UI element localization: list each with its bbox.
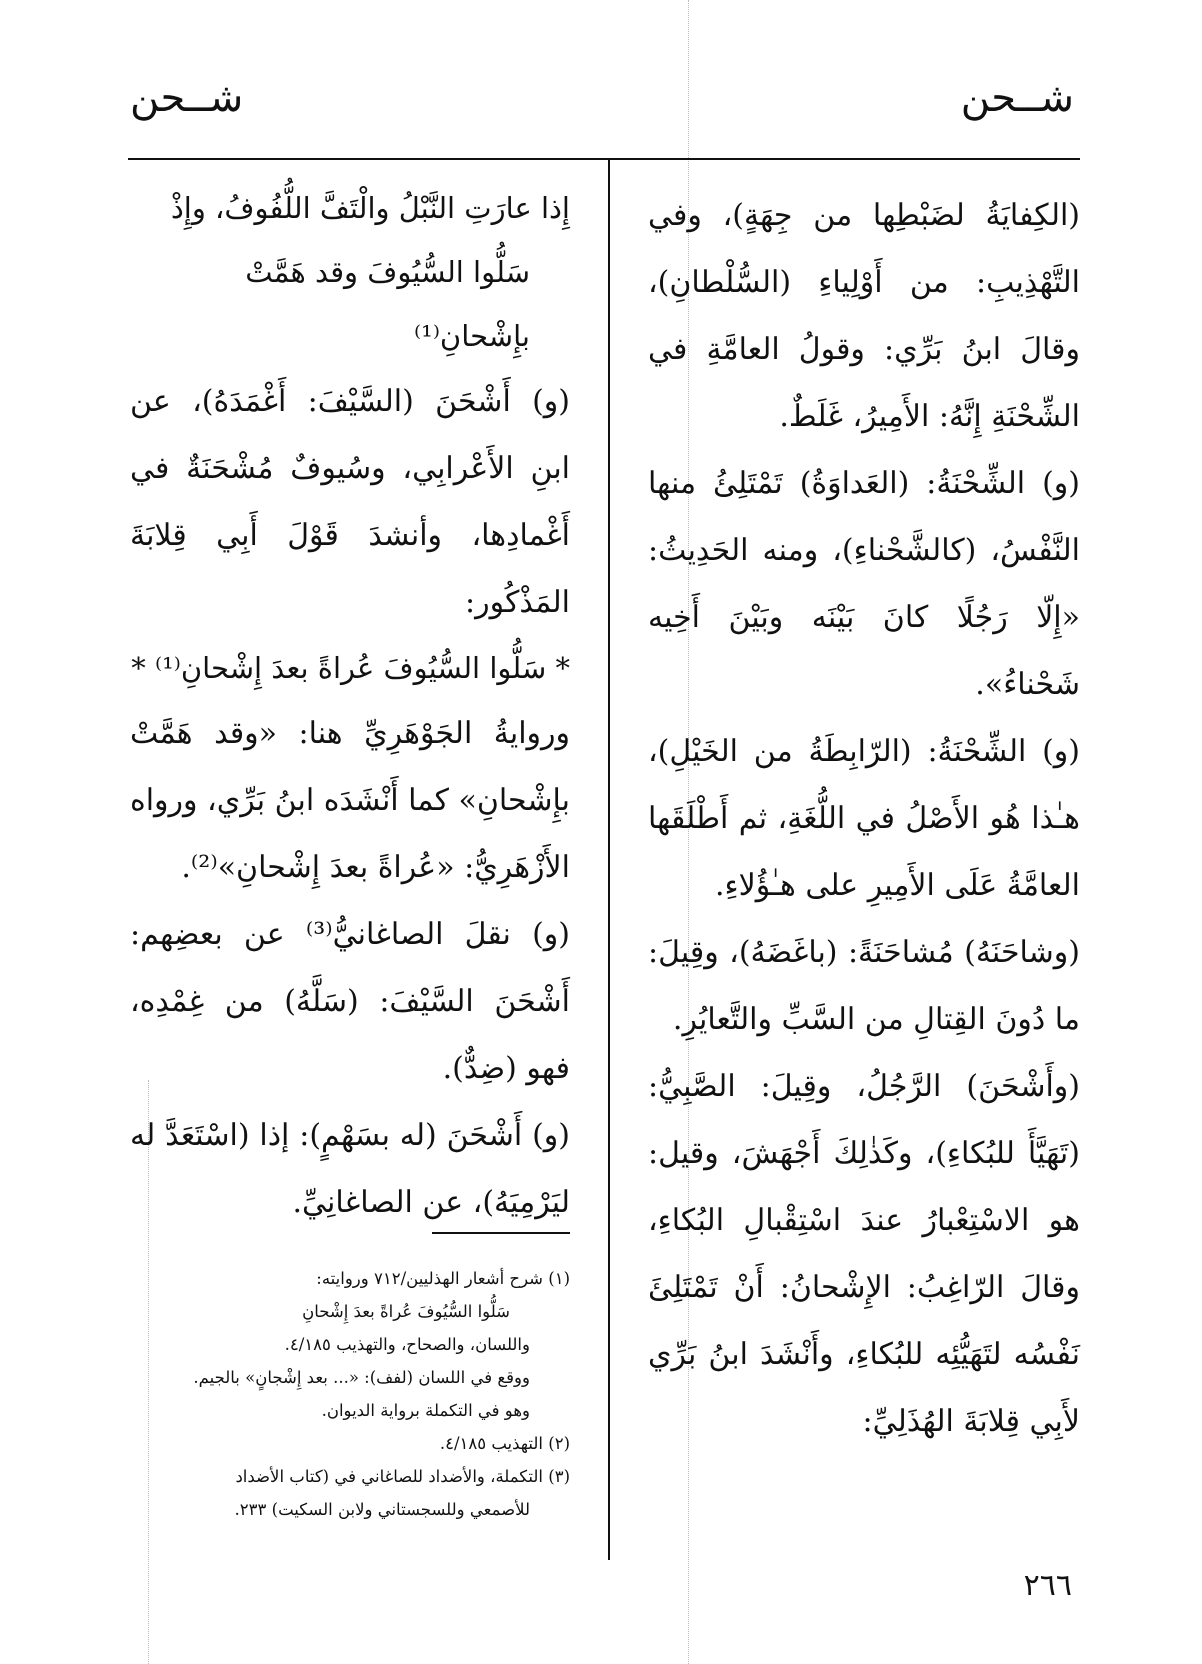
footnote-rule	[432, 1232, 570, 1234]
left-paragraph: (و) أَشْحَنَ (له بسَهْمٍ): إذا (اسْتَعَدَّ له ليَرْمِيَهُ)، عن الصاغانِيِّ.	[130, 1118, 570, 1220]
running-head-left: شــحن	[130, 75, 244, 121]
footnote-line: (٣) التكملة، والأضداد للصاغاني في (كتاب الأضداد	[235, 1467, 570, 1486]
right-paragraph: (الكِفايَةُ لضَبْطِها من جِهَةٍ)، وفي التَّهْذِيبِ: من أَوْلِياءِ (السُّلْطانِ)، وقالَ ابنُ بَرِّي: وقولُ العامَّةِ في الشِّحْنَةِ إِنَّهُ: الأَمِيرُ، غَلَطٌ.	[648, 198, 1080, 434]
right-paragraph: (و) الشِّحْنَةُ: (العَداوَةُ) تَمْتَلِئُ منها النَّفْسُ، (كالشَّحْناءِ)، ومنه الحَدِيثُ: «إِلّا رَجُلًا كانَ بَيْنَه وبَيْنَ أَخِيه شَحْناءُ».	[648, 466, 1080, 702]
page-number: ٢٦٦	[1023, 1568, 1072, 1603]
footnote-line: وهو في التكملة برواية الديوان.	[321, 1401, 530, 1420]
left-paragraph: (و) نقلَ الصاغانيُّ⁽³⁾ عن بعضِهم: أَشْحَنَ السَّيْفَ: (سَلَّهُ) من غِمْدِه، فهو (ضِدٌّ).	[130, 917, 570, 1086]
header-rule	[128, 158, 1080, 160]
left-paragraph: وروايةُ الجَوْهَرِيِّ هنا: «وقد هَمَّتْ بإِشْحانِ» كما أَنْشَدَه ابنُ بَرِّي، ورواه الأَزْهَرِيُّ: «عُراةً بعدَ إِشْحانِ»⁽²⁾.	[130, 716, 570, 885]
left-column	[130, 176, 570, 1236]
column-divider	[608, 158, 610, 1560]
footnote-line: ووقع في اللسان (لفف): «... بعد إِشْجانٍ» بالجيم.	[193, 1368, 530, 1387]
right-paragraph: (وأَشْحَنَ) الرَّجُلُ، وقِيلَ: الصَّبِيُّ: (تَهَيَّأَ للبُكاءِ)، وكَذٰلِكَ أَجْهَشَ، وقيل: هو الاسْتِعْبارُ عندَ اسْتِقْبالِ البُكاءِ، وقالَ الرّاغِبُ: الإِشْحانُ: أَنْ تَمْتَلِئَ نَفْسُه لتَهَيُّئِه للبُكاءِ، وأَنْشَدَ ابنُ بَرِّي لأَبِي قِلابَةَ الهُذَلِيِّ:	[648, 1069, 1080, 1439]
verse-line: إِذا عارَتِ النَّبْلُ والْتَفَّ اللُّفُوفُ، وإِذْ	[170, 191, 570, 225]
verse-line: * سَلُّوا السُّيُوفَ عُراةً بعدَ إِشْحانِ⁽¹⁾ *	[131, 651, 570, 685]
right-column	[648, 182, 1080, 1455]
footnotes	[130, 1262, 570, 1526]
footnote-line: (١) شرح أشعار الهذليين/٧١٢ وروايته:	[316, 1269, 570, 1288]
footnote-line: للأصمعي وللسجستاني ولابن السكيت) ٢٣٣.	[234, 1500, 530, 1519]
right-paragraph: (وشاحَنَهُ) مُشاحَنَةً: (باغَضَهُ)، وقِيلَ: ما دُونَ القِتالِ من السَّبِّ والتَّعايُرِ.	[648, 935, 1080, 1037]
footnote-line: واللسان، والصحاح، والتهذيب ٤/١٨٥.	[284, 1335, 530, 1354]
left-paragraph: (و) أَشْحَنَ (السَّيْفَ: أَغْمَدَهُ)، عن ابنِ الأَعْرابِي، وسُيوفٌ مُشْحَنَةٌ في أَغْمادِها، وأنشدَ قَوْلَ أَبِي قِلابَةَ المَذْكُور:	[130, 384, 570, 620]
right-paragraph: (و) الشِّحْنَةُ: (الرّابِطَةُ من الخَيْلِ)، هـٰذا هُو الأَصْلُ في اللُّغَةِ، ثم أَطْلَقَها العامَّةُ عَلَى الأَمِيرِ على هـٰؤُلاءِ.	[648, 734, 1080, 903]
running-head-right: شــحن	[960, 75, 1074, 121]
footnote-line: (٢) التهذيب ٤/١٨٥.	[439, 1434, 570, 1453]
verse-line: سَلُّوا السُّيُوفَ وقد هَمَّتْ بإِشْحانِ⁽¹⁾	[245, 255, 530, 353]
footnote-verse: سَلُّوا السُّيُوفَ عُراةً بعدَ إِشْحانِ	[302, 1302, 510, 1321]
